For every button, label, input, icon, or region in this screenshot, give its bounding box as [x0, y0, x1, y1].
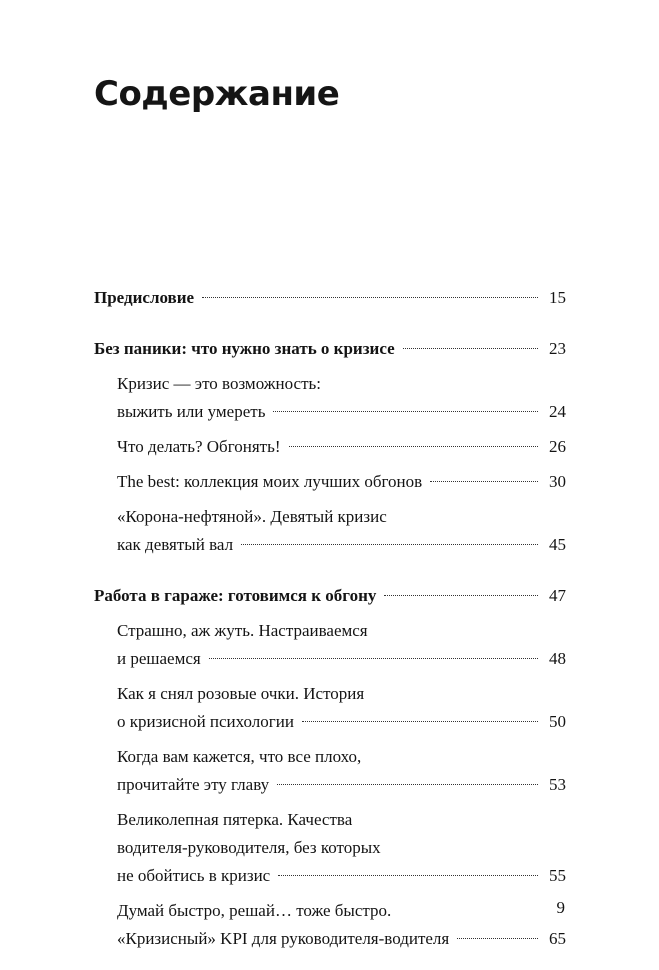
toc-entry-title-line: и решаемся [117, 649, 201, 668]
toc-entry-title-line: Страшно, аж жуть. Настраиваемся [117, 621, 368, 640]
table-of-contents [94, 284, 566, 953]
toc-entry-title-line: The best: коллекция моих лучших обгонов [117, 472, 423, 491]
toc-entry-title-line: Как я снял розовые очки. История [117, 684, 365, 703]
toc-entry-the-best[interactable] [94, 468, 566, 496]
dot-leader [457, 938, 538, 939]
toc-page-number: 48 [549, 649, 566, 668]
toc-entry-corona-oil[interactable] [94, 503, 566, 559]
toc-entry-title-line: прочитайте эту главу [117, 775, 270, 794]
toc-entry-crisis-opportunity[interactable] [94, 370, 566, 426]
toc-entry-title-line: водителя-руководителя, без которых [117, 838, 381, 857]
toc-section-chapter-2 [94, 582, 566, 953]
toc-entry-title-line: Кризис — это возможность: [117, 374, 321, 393]
toc-section-preface [94, 284, 566, 312]
dot-leader [289, 446, 538, 447]
toc-entry-title-line: Когда вам кажется, что все плохо, [117, 747, 362, 766]
toc-page-number: 55 [549, 866, 566, 885]
toc-entry-title: Предисловие [94, 288, 195, 307]
toc-entry-preface[interactable] [94, 284, 566, 312]
toc-page-number: 53 [549, 775, 566, 794]
toc-entry-title-line: Думай быстро, решай… тоже быстро. [117, 901, 392, 920]
toc-page-number: 45 [549, 535, 566, 554]
toc-entry-title-line: выжить или умереть [117, 402, 266, 421]
toc-entry-title-line: как девятый вал [117, 535, 234, 554]
toc-entry-title: Без паники: что нужно знать о кризисе [94, 339, 395, 358]
toc-entry-pink-glasses[interactable] [94, 680, 566, 736]
toc-page-number: 23 [549, 339, 566, 358]
toc-entry-everything-bad[interactable] [94, 743, 566, 799]
toc-page-number: 50 [549, 712, 566, 731]
toc-entry-chapter-1[interactable] [94, 335, 566, 363]
page-title: Содержание [94, 74, 340, 114]
toc-entry-what-to-do[interactable] [94, 433, 566, 461]
toc-entry-title-line: «Корона-нефтяной». Девятый кризис [117, 507, 387, 526]
toc-entry-title: Работа в гараже: готовимся к обгону [94, 586, 377, 605]
toc-entry-title-line: о кризисной психологии [117, 712, 294, 731]
dot-leader [241, 544, 538, 545]
toc-page-number: 26 [549, 437, 566, 456]
toc-entry-title-line: Что делать? Обгонять! [117, 437, 281, 456]
toc-page-number: 30 [549, 472, 566, 491]
toc-section-chapter-1 [94, 335, 566, 559]
dot-leader [277, 784, 538, 785]
toc-entry-title-line: Великолепная пятерка. Качества [117, 810, 353, 829]
toc-page-number: 24 [549, 402, 566, 421]
toc-entry-magnificent-five[interactable] [94, 806, 566, 890]
dot-leader [209, 658, 538, 659]
dot-leader [202, 297, 538, 298]
toc-entry-title-line: «Кризисный» KPI для руководителя-водителя [117, 929, 450, 948]
dot-leader [273, 411, 538, 412]
toc-page-number: 47 [549, 586, 566, 605]
dot-leader [403, 348, 538, 349]
toc-page-number: 65 [549, 929, 566, 948]
toc-entry-scary[interactable] [94, 617, 566, 673]
page-number-folio: 9 [556, 898, 565, 917]
toc-entry-think-fast[interactable] [94, 897, 566, 953]
dot-leader [278, 875, 538, 876]
dot-leader [302, 721, 538, 722]
toc-entry-title-line: не обойтись в кризис [117, 866, 271, 885]
toc-page-number: 15 [549, 288, 566, 307]
toc-entry-chapter-2[interactable] [94, 582, 566, 610]
dot-leader [384, 595, 538, 596]
dot-leader [430, 481, 538, 482]
